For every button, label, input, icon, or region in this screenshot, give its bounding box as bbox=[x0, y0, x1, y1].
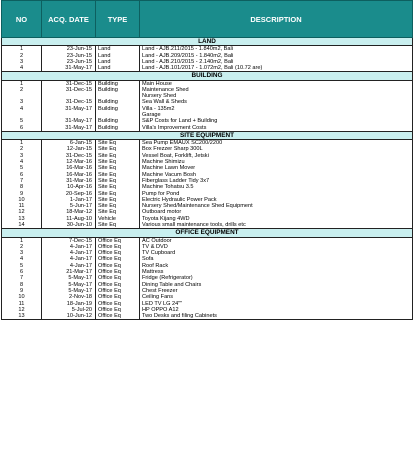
table-row bbox=[2, 222, 413, 229]
cell-date: 31-Dec-15 bbox=[42, 99, 96, 105]
cell-description: Land - AJB.101/2017 - 1.072m2, Bali (10.72 are) bbox=[140, 65, 413, 72]
cell-date: 30-Jun-10 bbox=[42, 222, 96, 229]
cell-no: 1 bbox=[2, 80, 42, 87]
cell-no: 6 bbox=[2, 125, 42, 132]
cell-no: 1 bbox=[2, 140, 42, 147]
cell-description: TV & DVD bbox=[140, 244, 413, 250]
cell-type: Site Eq bbox=[96, 165, 140, 171]
cell-no: 8 bbox=[2, 184, 42, 190]
cell-type: Office Eq bbox=[96, 269, 140, 275]
cell-no: 2 bbox=[2, 244, 42, 250]
cell-no: 4 bbox=[2, 256, 42, 262]
cell-date: 16-Mar-16 bbox=[42, 165, 96, 171]
cell-no: 6 bbox=[2, 269, 42, 275]
cell-type: Building bbox=[96, 106, 140, 112]
cell-description: Two Desks and filing Cabinets bbox=[140, 313, 413, 320]
cell-type: Site Eq bbox=[96, 159, 140, 165]
cell-description: Toyota Kijang 4WD bbox=[140, 216, 413, 222]
cell-date: 23-Jun-15 bbox=[42, 46, 96, 53]
cell-no: 10 bbox=[2, 197, 42, 203]
cell-no: 3 bbox=[2, 153, 42, 159]
cell-description: Roof Rack bbox=[140, 263, 413, 269]
table-row bbox=[2, 237, 413, 244]
cell-type: Site Eq bbox=[96, 222, 140, 229]
cell-type: Building bbox=[96, 125, 140, 132]
cell-no: 2 bbox=[2, 146, 42, 152]
cell-description: LED TV LG 24"" bbox=[140, 301, 413, 307]
cell-date: 5-May-17 bbox=[42, 275, 96, 281]
cell-type: Building bbox=[96, 87, 140, 93]
cell-description: Villa - 135m2 bbox=[140, 106, 413, 112]
cell-type: Site Eq bbox=[96, 197, 140, 203]
cell-type: Building bbox=[96, 80, 140, 87]
cell-description: Sea Wall & Sheds bbox=[140, 99, 413, 105]
cell-no: 10 bbox=[2, 294, 42, 300]
cell-type: Office Eq bbox=[96, 294, 140, 300]
cell-date: 31-Dec-15 bbox=[42, 80, 96, 87]
cell-no: 8 bbox=[2, 282, 42, 288]
cell-type: Office Eq bbox=[96, 237, 140, 244]
cell-date: 4-Jan-17 bbox=[42, 256, 96, 262]
cell-date: 21-Mar-17 bbox=[42, 269, 96, 275]
cell-type: Site Eq bbox=[96, 178, 140, 184]
cell-no: 3 bbox=[2, 250, 42, 256]
cell-date: 11-Aug-10 bbox=[42, 216, 96, 222]
cell-date: 31-May-17 bbox=[42, 65, 96, 72]
cell-description: Machine Tohatsu 3.5 bbox=[140, 184, 413, 190]
cell-type: Site Eq bbox=[96, 191, 140, 197]
section-title: OFFICE EQUIPMENT bbox=[2, 229, 413, 237]
cell-type: Office Eq bbox=[96, 263, 140, 269]
cell-type: Office Eq bbox=[96, 256, 140, 262]
cell-no: 7 bbox=[2, 275, 42, 281]
cell-type: Site Eq bbox=[96, 140, 140, 147]
cell-no: 9 bbox=[2, 288, 42, 294]
cell-no: 1 bbox=[2, 46, 42, 53]
cell-type: Land bbox=[96, 59, 140, 65]
cell-date: 23-Jun-15 bbox=[42, 53, 96, 59]
cell-type: Office Eq bbox=[96, 250, 140, 256]
cell-description: Chest Freezer bbox=[140, 288, 413, 294]
cell-description: Sofa bbox=[140, 256, 413, 262]
cell-description: Sea Pump EMAUX SC200/2200 bbox=[140, 140, 413, 147]
cell-description: Box Frezzer Sharp 300L bbox=[140, 146, 413, 152]
cell-description: Nursery Shed bbox=[140, 93, 413, 99]
cell-description: HP OPPO A12 bbox=[140, 307, 413, 313]
cell-no: 6 bbox=[2, 172, 42, 178]
cell-no: 12 bbox=[2, 307, 42, 313]
cell-type: Land bbox=[96, 65, 140, 72]
section-title: LAND bbox=[2, 38, 413, 46]
cell-description: Land - AJB.210/2015 - 2.140m2, Bali bbox=[140, 59, 413, 65]
cell-type: Office Eq bbox=[96, 313, 140, 320]
cell-description: Garage bbox=[140, 112, 413, 118]
cell-date: 31-May-17 bbox=[42, 125, 96, 132]
cell-date: 31-Dec-15 bbox=[42, 153, 96, 159]
cell-date: 31-Mar-16 bbox=[42, 178, 96, 184]
cell-type: Site Eq bbox=[96, 209, 140, 215]
cell-description: TV Cupboard bbox=[140, 250, 413, 256]
asset-table bbox=[1, 0, 413, 320]
cell-no: 5 bbox=[2, 118, 42, 124]
cell-description: Dining Table and Chairs bbox=[140, 282, 413, 288]
cell-no: 9 bbox=[2, 191, 42, 197]
section-title: SITE EQUIPMENT bbox=[2, 131, 413, 139]
cell-no: 4 bbox=[2, 159, 42, 165]
cell-date: 5-Jul-20 bbox=[42, 307, 96, 313]
cell-type: Site Eq bbox=[96, 153, 140, 159]
cell-description: S&P Costs for Land + Building bbox=[140, 118, 413, 124]
cell-date: 7-Dec-15 bbox=[42, 237, 96, 244]
cell-date: 18-Mar-12 bbox=[42, 209, 96, 215]
section-title: BUILDING bbox=[2, 72, 413, 80]
cell-type: Office Eq bbox=[96, 282, 140, 288]
cell-no: 7 bbox=[2, 178, 42, 184]
cell-date: 4-Jan-17 bbox=[42, 263, 96, 269]
cell-type: Site Eq bbox=[96, 184, 140, 190]
cell-date: 5-May-17 bbox=[42, 288, 96, 294]
cell-type: Office Eq bbox=[96, 275, 140, 281]
cell-description: Machine Vacum Bosh bbox=[140, 172, 413, 178]
cell-type: Office Eq bbox=[96, 288, 140, 294]
cell-description: Villa's Improvement Costs bbox=[140, 125, 413, 132]
cell-date: 18-Jan-19 bbox=[42, 301, 96, 307]
cell-type: Vehicle bbox=[96, 216, 140, 222]
cell-date: 20-Sep-16 bbox=[42, 191, 96, 197]
section-row bbox=[2, 72, 413, 80]
table-body bbox=[2, 38, 413, 320]
cell-no: 3 bbox=[2, 99, 42, 105]
cell-no: 1 bbox=[2, 237, 42, 244]
cell-date: 5-May-17 bbox=[42, 282, 96, 288]
header-description: DESCRIPTION bbox=[140, 1, 413, 38]
cell-no: 11 bbox=[2, 203, 42, 209]
cell-no: 2 bbox=[2, 87, 42, 93]
cell-description: Main House bbox=[140, 80, 413, 87]
cell-type: Site Eq bbox=[96, 203, 140, 209]
cell-date: 12-Mar-16 bbox=[42, 159, 96, 165]
cell-date: 6-Jan-15 bbox=[42, 140, 96, 147]
cell-date: 4-Jan-17 bbox=[42, 244, 96, 250]
section-row bbox=[2, 229, 413, 237]
cell-no: 11 bbox=[2, 301, 42, 307]
cell-description: Machine Lawn Mover bbox=[140, 165, 413, 171]
cell-no: 2 bbox=[2, 53, 42, 59]
cell-description: AC Outdoor bbox=[140, 237, 413, 244]
cell-date: 5-Jun-17 bbox=[42, 203, 96, 209]
cell-type: Land bbox=[96, 53, 140, 59]
cell-description: Land - AJB.211/2015 - 1.840m2, Bali bbox=[140, 46, 413, 53]
section-row bbox=[2, 38, 413, 46]
cell-date: 31-Dec-15 bbox=[42, 87, 96, 93]
header-no: NO bbox=[2, 1, 42, 38]
cell-no: 5 bbox=[2, 263, 42, 269]
header-type: TYPE bbox=[96, 1, 140, 38]
cell-date: 2-Nov-18 bbox=[42, 294, 96, 300]
cell-description: Fiberglass Ladder Tidy 3x7 bbox=[140, 178, 413, 184]
table-row bbox=[2, 140, 413, 147]
cell-description: Outboard motor bbox=[140, 209, 413, 215]
cell-no: 4 bbox=[2, 65, 42, 72]
cell-description: Nursery Shed/Maintenance Shed Equipment bbox=[140, 203, 413, 209]
cell-type: Land bbox=[96, 46, 140, 53]
table-row bbox=[2, 65, 413, 72]
table-row bbox=[2, 313, 413, 320]
cell-no: 13 bbox=[2, 313, 42, 320]
header-date: ACQ. DATE bbox=[42, 1, 96, 38]
cell-date: 1-Jan-17 bbox=[42, 197, 96, 203]
cell-date: 12-Jan-15 bbox=[42, 146, 96, 152]
cell-date: 10-Apr-16 bbox=[42, 184, 96, 190]
cell-no: 4 bbox=[2, 106, 42, 112]
cell-no: 12 bbox=[2, 209, 42, 215]
cell-date: 16-Mar-16 bbox=[42, 172, 96, 178]
cell-type: Site Eq bbox=[96, 146, 140, 152]
cell-description: Mattress bbox=[140, 269, 413, 275]
table-row bbox=[2, 46, 413, 53]
header-row bbox=[2, 1, 413, 38]
cell-date: 31-May-17 bbox=[42, 106, 96, 112]
cell-date: 10-Jun-12 bbox=[42, 313, 96, 320]
cell-description: Maintenance Shed bbox=[140, 87, 413, 93]
cell-date: 23-Jun-15 bbox=[42, 59, 96, 65]
cell-description: Pump for Pond bbox=[140, 191, 413, 197]
cell-no: 5 bbox=[2, 165, 42, 171]
table-row bbox=[2, 125, 413, 132]
cell-no: 14 bbox=[2, 222, 42, 229]
cell-description: Machine Shimizu bbox=[140, 159, 413, 165]
cell-description: Vessel Boat, Forklift, Jetski bbox=[140, 153, 413, 159]
cell-description: Fridge (Refrigerator) bbox=[140, 275, 413, 281]
cell-no: 3 bbox=[2, 59, 42, 65]
cell-date: 4-Jan-17 bbox=[42, 250, 96, 256]
cell-type: Office Eq bbox=[96, 244, 140, 250]
table-row bbox=[2, 80, 413, 87]
cell-type: Site Eq bbox=[96, 172, 140, 178]
cell-no: 13 bbox=[2, 216, 42, 222]
cell-description: Various small maintenance tools, drills etc bbox=[140, 222, 413, 229]
cell-type: Building bbox=[96, 118, 140, 124]
cell-date: 31-May-17 bbox=[42, 118, 96, 124]
cell-description: Electric Hydraulic Power Pack bbox=[140, 197, 413, 203]
cell-type: Office Eq bbox=[96, 301, 140, 307]
cell-type: Building bbox=[96, 99, 140, 105]
cell-description: Land - AJB.209/2015 - 1.840m2, Bali bbox=[140, 53, 413, 59]
section-row bbox=[2, 131, 413, 139]
cell-description: Ceiling Fans bbox=[140, 294, 413, 300]
cell-type: Office Eq bbox=[96, 307, 140, 313]
